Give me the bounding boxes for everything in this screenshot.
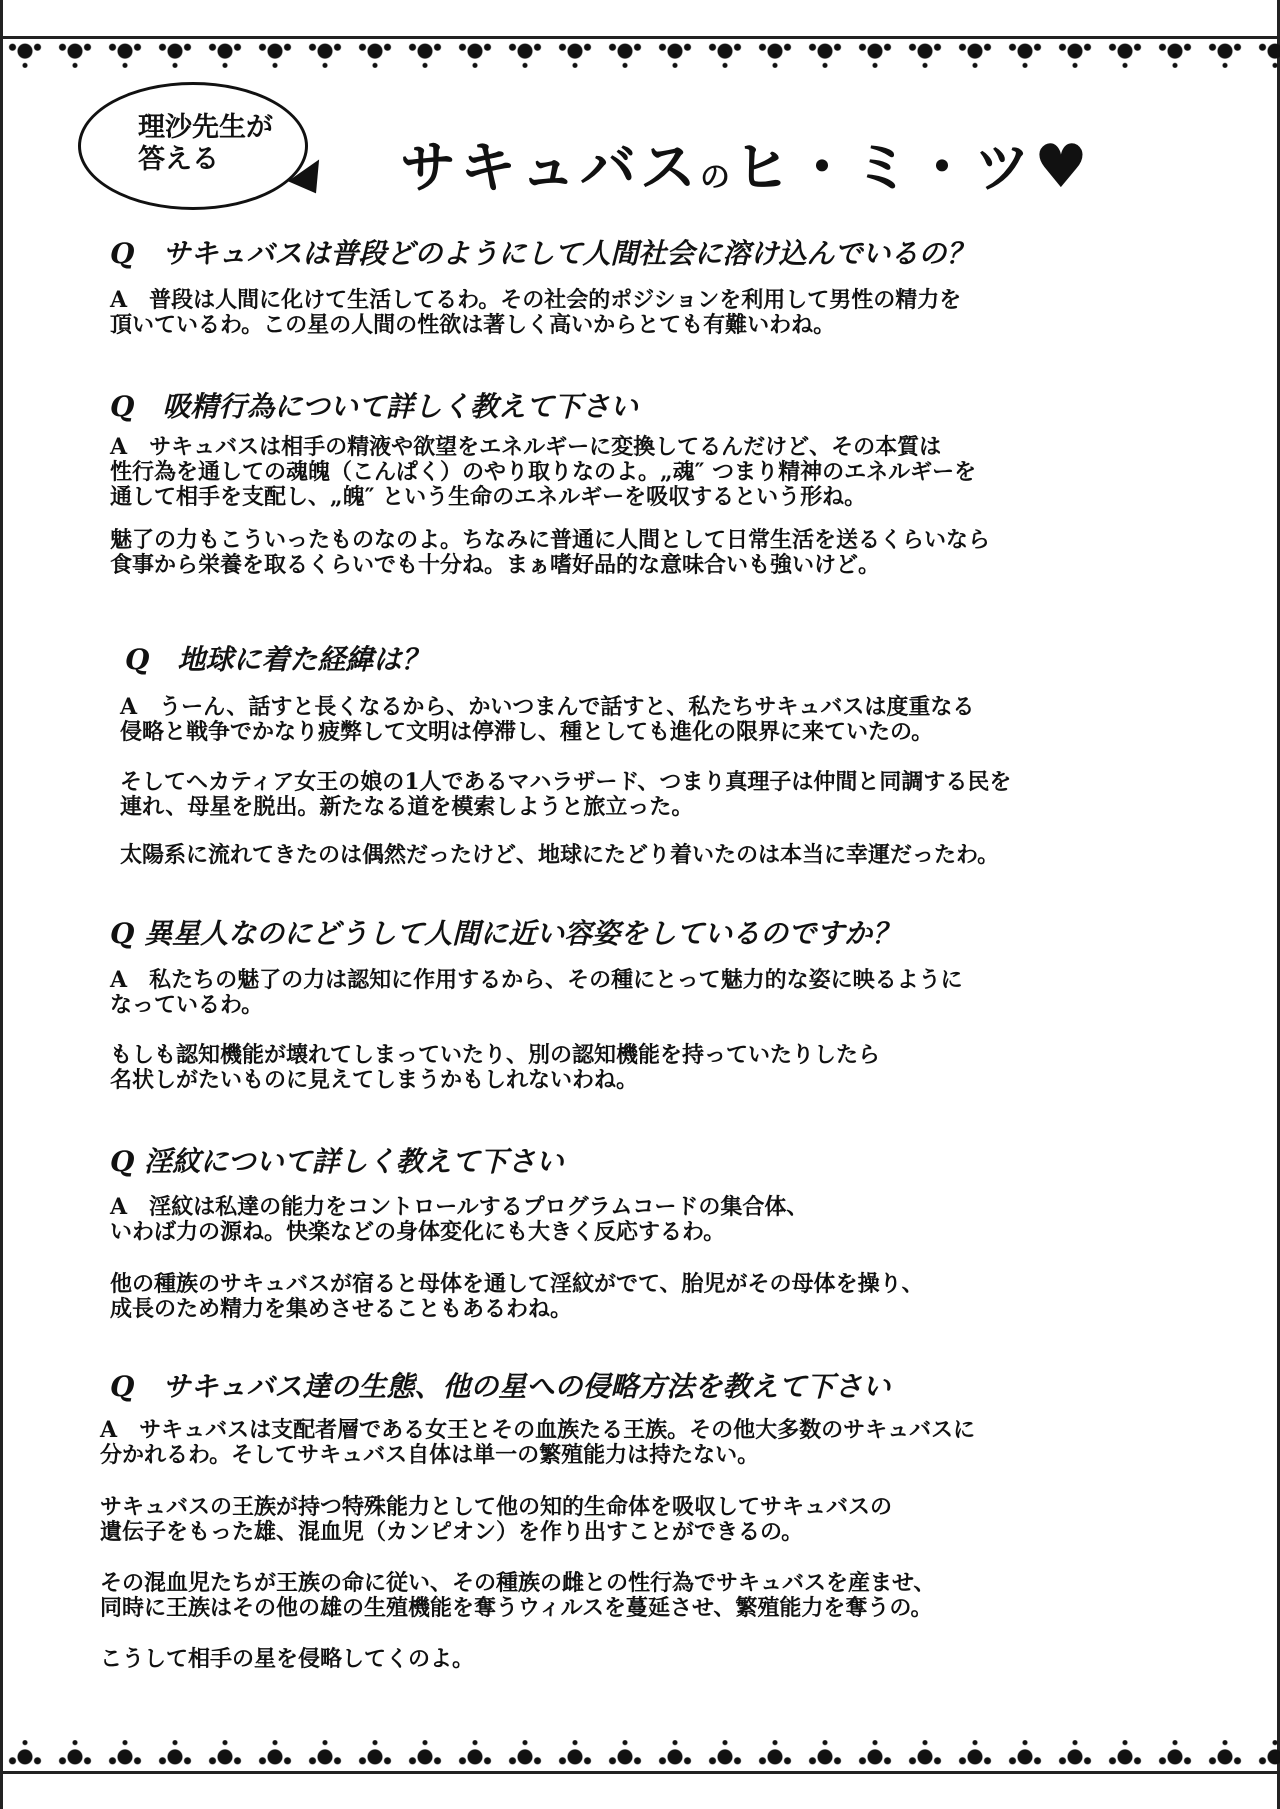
answer-line: A うーん、話すと長くなるから、かいつまんで話すと、私たちサキュバスは度重なる: [120, 694, 975, 720]
answer-line: 食事から栄養を取るくらいでも十分ね。まぁ嗜好品的な意味合いも強いけど。: [110, 552, 881, 578]
answer-line: その混血児たちが王族の命に従い、その種族の雌との性行為でサキュバスを産ませ、: [100, 1570, 936, 1596]
question-heading: Q 地球に着た経緯は？: [125, 643, 430, 676]
page-border-left: [0, 0, 3, 1809]
answer-line: 同時に王族はその他の雄の生殖機能を奪うウィルスを蔓延させ、繁殖能力を奪うの。: [100, 1595, 933, 1621]
page-title: [400, 124, 1092, 204]
answer-paragraph: [120, 770, 1011, 820]
answer-paragraph: [110, 1272, 924, 1322]
heart-icon: ♥: [1034, 132, 1092, 202]
answer-line: なっているわ。: [110, 992, 264, 1018]
answer-paragraph: [110, 1043, 880, 1093]
title-main: サキュバス: [400, 136, 700, 201]
answer-line: 成長のため精力を集めさせることもあるわね。: [110, 1296, 573, 1322]
answer-paragraph: [100, 1647, 474, 1672]
answer-line: A 私たちの魅了の力は認知に作用するから、その種にとって魅力的な姿に映るように: [110, 967, 963, 993]
answer-line: 分かれるわ。そしてサキュバス自体は単一の繁殖能力は持たない。: [100, 1442, 760, 1468]
answer-line: 太陽系に流れてきたのは偶然だったけど、地球にたどり着いたのは本当に幸運だったわ。: [120, 842, 1000, 868]
answer-line: 名状しがたいものに見えてしまうかもしれないわね。: [110, 1067, 639, 1093]
question-heading: Q 吸精行為について詳しく教えて下さい: [110, 390, 638, 423]
answer-line: サキュバスの王族が持つ特殊能力として他の知的生命体を吸収してサキュバスの: [100, 1494, 893, 1520]
answer-line: 魅了の力もこういったものなのよ。ちなみに普通に人間として日常生活を送るくらいなら: [110, 527, 991, 553]
title-secret: ヒ・ミ・ツ: [734, 136, 1034, 201]
answer-paragraph: [120, 695, 974, 745]
answer-line: A 普段は人間に化けて生活してるわ。その社会的ポジションを利用して男性の精力を: [110, 287, 962, 313]
answer-line: 連れ、母星を脱出。新たなる道を模索しようと旅立った。: [120, 794, 694, 820]
title-no: の: [700, 160, 734, 195]
answer-line: 他の種族のサキュバスが宿ると母体を通して淫紋がでて、胎児がその母体を操り、: [110, 1271, 924, 1297]
answer-line: 通して相手を支配し、„魄″ という生命のエネルギーを吸収するという形ね。: [110, 484, 867, 510]
answer-line: A サキュバスは支配者層である女王とその血族たる王族。その他大多数のサキュバスに: [100, 1417, 976, 1443]
answer-paragraph: [100, 1418, 975, 1468]
answer-line: こうして相手の星を侵略してくのよ。: [100, 1646, 475, 1672]
answer-line: 頂いているわ。この星の人間の性欲は著しく高いからとても有難いわね。: [110, 312, 836, 338]
ornamental-border-top: [0, 36, 1280, 70]
answer-paragraph: [110, 288, 961, 338]
answer-paragraph: [120, 843, 999, 868]
question-heading: Q サキュバスは普段どのようにして人間社会に溶け込んでいるの？: [110, 237, 975, 270]
answer-paragraph: [100, 1571, 935, 1621]
answer-paragraph: [110, 528, 990, 578]
answer-line: A 淫紋は私達の能力をコントロールするプログラムコードの集合体、: [110, 1194, 809, 1220]
answer-line: そしてヘカティア女王の娘の1人であるマハラザード、つまり真理子は仲間と同調する民を: [120, 769, 1012, 795]
answer-line: A サキュバスは相手の精液や欲望をエネルギーに変換してるんだけど、その本質は: [110, 434, 942, 460]
question-heading: Q 淫紋について詳しく教えて下さい: [110, 1145, 564, 1178]
answer-line: 遺伝子をもった雄、混血児（カンピオン）を作り出すことができるの。: [100, 1519, 804, 1545]
answer-paragraph: [100, 1495, 892, 1545]
answer-paragraph: [110, 1195, 808, 1245]
answer-paragraph: [110, 968, 963, 1018]
answer-line: 侵略と戦争でかなり疲弊して文明は停滞し、種としても進化の限界に来ていたの。: [120, 719, 934, 745]
bubble-line: 答える: [138, 144, 219, 175]
ornamental-border-bottom: [0, 1740, 1280, 1774]
bubble-line: 理沙先生が: [138, 112, 273, 143]
question-heading: Q サキュバス達の生態、他の星への侵略方法を教えて下さい: [110, 1370, 891, 1403]
question-heading: Q 異星人なのにどうして人間に近い容姿をしているのですか？: [110, 917, 901, 950]
speech-bubble-text: [138, 112, 273, 176]
answer-line: 性行為を通しての魂魄（こんぱく）のやり取りなのよ。„魂″ つまり精神のエネルギーを: [110, 459, 977, 485]
answer-line: もしも認知機能が壊れてしまっていたり、別の認知機能を持っていたりしたら: [110, 1042, 881, 1068]
answer-line: いわば力の源ね。快楽などの身体変化にも大きく反応するわ。: [110, 1219, 726, 1245]
answer-paragraph: [110, 435, 976, 510]
